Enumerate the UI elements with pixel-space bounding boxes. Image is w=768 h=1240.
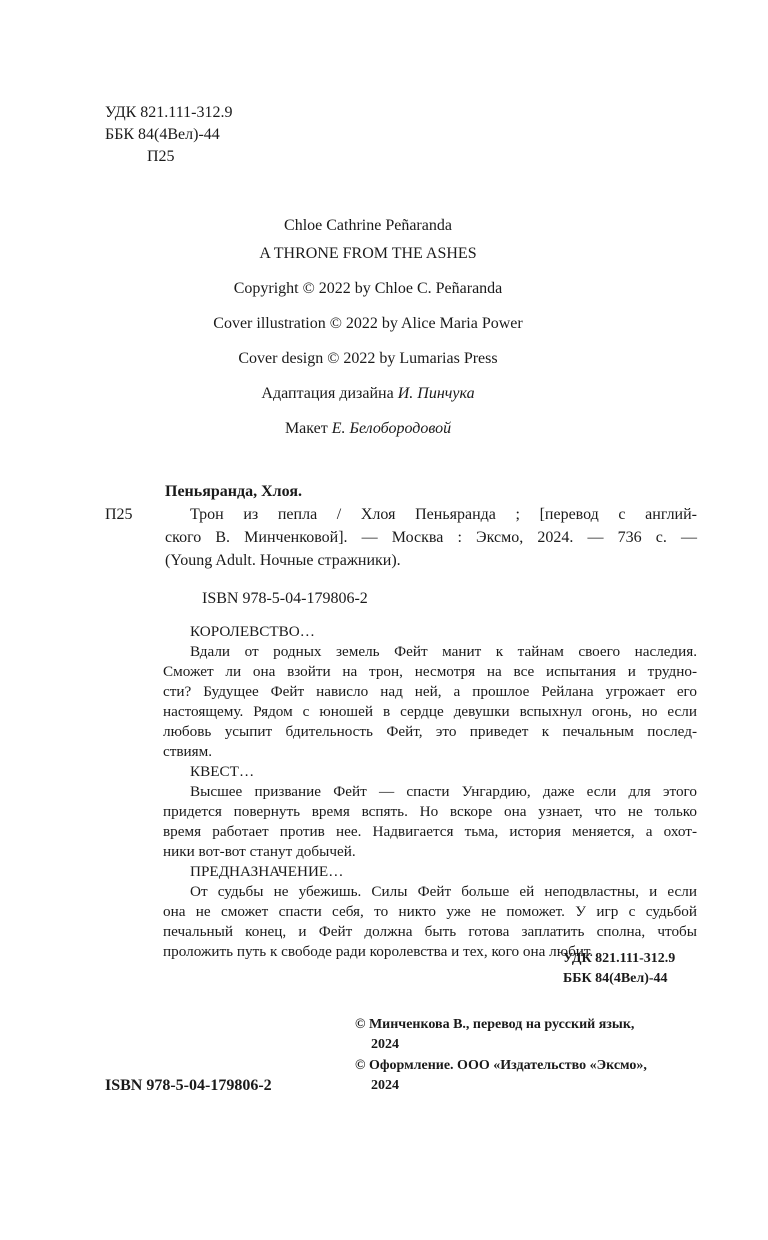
design-rights-line-1: © Оформление. ООО «Издательство «Эксмо», [355,1058,647,1073]
annotation-line: От судьбы не убежишь. Силы Фейт больше ей неподвластны, и если [190,883,697,900]
original-title: A THRONE FROM THE ASHES [259,245,477,262]
udk-code-top: УДК 821.111-312.9 [105,104,233,121]
annotation-heading-destiny: ПРЕДНАЗНАЧЕНИЕ… [190,863,344,880]
annotation-line: ники вот-вот станут добычей. [163,843,356,860]
annotation-line: сти? Будущее Фейт нависло над ней, а прошлое Рейлана угрожает его [163,683,697,700]
copyright-line: Copyright © 2022 by Chloe C. Peñaranda [233,280,503,297]
annotation-line: Высшее призвание Фейт — спасти Унгардию, даже если для этого [190,783,697,800]
author-mark-top: П25 [147,148,175,165]
catalog-line-3: (Young Adult. Ночные стражники). [165,552,401,569]
udk-code-bottom: УДК 821.111-312.9 [563,951,676,966]
bbk-code-top: ББК 84(4Вел)-44 [105,126,220,143]
design-adaptation-name: И. Пинчука [397,385,475,402]
layout-line [0,420,752,438]
annotation-heading-kingdom: КОРОЛЕВСТВО… [190,623,315,640]
layout-name: Е. Белобородовой [331,420,452,437]
cover-design-line: Cover design © 2022 by Lumarias Press [238,350,498,367]
annotation-line: ствиям. [163,743,213,760]
annotation-line: Вдали от родных земель Фейт манит к тайнам своего наследия. [190,643,697,660]
catalog-line-2: ского В. Минченковой]. — Москва : Эксмо, 2024. — 736 с. — [165,529,697,546]
catalog-mark: П25 [105,506,133,523]
annotation-line: любовь усыпит бдительность Фейт, это приведет к печальным послед- [163,723,697,740]
translation-rights-line-2: 2024 [371,1037,399,1052]
design-adaptation-label: Адаптация дизайна [261,385,394,402]
annotation-line: проложить путь к свободе ради королевства и тех, кого она любит. [163,943,594,960]
annotation-line: придется повернуть время вспять. Но вскоре она узнает, что не только [163,803,697,820]
catalog-line-1: Трон из пепла / Хлоя Пеньяранда ; [перевод с англий- [190,506,697,523]
original-author: Chloe Cathrine Peñaranda [284,217,452,234]
annotation-line: она не сможет спасти себя, то никто уже не поможет. У игр с судьбой [163,903,697,920]
annotation-line: печальный конец, и Фейт должна быть готова заплатить сполна, чтобы [163,923,697,940]
design-rights-line-2: 2024 [371,1078,399,1093]
footer-isbn: ISBN 978-5-04-179806-2 [105,1077,272,1094]
annotation-line: Сможет ли она взойти на трон, несмотря на все испытания и трудно- [163,663,697,680]
catalog-heading: Пеньяранда, Хлоя. [165,483,302,500]
annotation-line: настоящему. Рядом с юношей в сердце девушки вспыхнул огонь, но если [163,703,697,720]
translation-rights-line-1: © Минченкова В., перевод на русский язык, [355,1017,635,1032]
layout-label: Макет [284,420,328,437]
bbk-code-bottom: ББК 84(4Вел)-44 [563,971,668,986]
cover-illustration-line: Cover illustration © 2022 by Alice Maria Power [213,315,523,332]
catalog-isbn: ISBN 978-5-04-179806-2 [202,590,368,607]
annotation [163,622,697,962]
annotation-heading-quest: КВЕСТ… [190,763,255,780]
annotation-line: время работает против нее. Надвигается тьма, история меняется, а охот- [163,823,697,840]
design-adaptation-line [0,385,752,403]
